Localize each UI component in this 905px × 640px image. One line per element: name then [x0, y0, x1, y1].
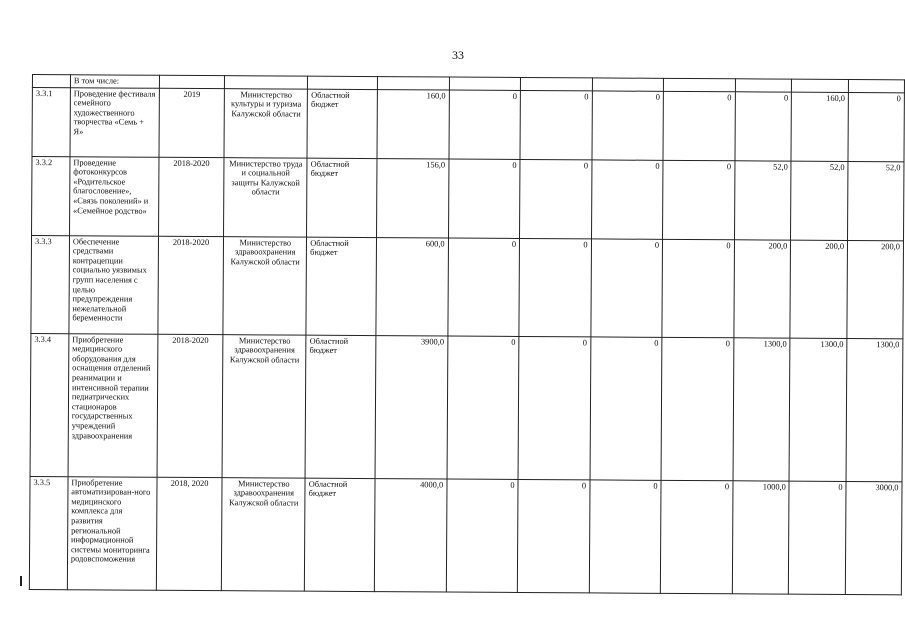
item-value: 200,0 [847, 240, 903, 338]
item-years: 2018, 2020 [156, 477, 222, 590]
item-value: 0 [517, 479, 589, 592]
item-value: 1300,0 [846, 338, 903, 481]
item-value: 160,0 [791, 92, 848, 161]
item-value: 0 [789, 481, 846, 594]
item-funding-source: Областной бюджет [307, 158, 377, 237]
item-funding-source: Областной бюджет [306, 237, 376, 335]
item-name: Проведение фестиваля семейного художественного творчества «Семь + Я» [70, 87, 159, 157]
table-row [30, 333, 903, 481]
table-cell [449, 77, 521, 90]
item-value: 1000,0 [732, 480, 789, 593]
table-row [32, 156, 904, 240]
item-value: 0 [661, 337, 733, 480]
table-cell [32, 75, 70, 88]
item-value: 156,0 [377, 158, 449, 237]
item-years: 2018-2020 [158, 157, 224, 236]
item-years: 2018-2020 [158, 236, 224, 334]
item-value: 0 [446, 479, 518, 592]
table-cell [592, 78, 664, 91]
page-number: 33 [452, 48, 464, 62]
item-value: 0 [520, 159, 592, 238]
table-cell [521, 77, 593, 90]
item-value: 600,0 [376, 237, 448, 335]
table-cell [849, 79, 905, 92]
item-value: 3000,0 [845, 481, 902, 594]
item-number: 3.3.5 [29, 476, 68, 589]
table-cell [308, 76, 378, 89]
item-value: 0 [662, 239, 734, 337]
item-value: 0 [735, 91, 792, 160]
table-row [32, 87, 904, 161]
item-value: 0 [518, 336, 590, 479]
item-number: 3.3.3 [31, 235, 69, 333]
item-value: 1300,0 [789, 338, 847, 481]
table-cell [735, 79, 792, 92]
table-cell [664, 78, 736, 91]
item-value: 0 [449, 90, 521, 159]
item-executor: Министерство здравоохранения Калужской области [222, 477, 306, 591]
item-value: 0 [448, 159, 520, 238]
budget-table [29, 74, 905, 595]
item-value: 52,0 [848, 161, 904, 240]
table-cell [377, 77, 449, 90]
item-funding-source: Областной бюджет [305, 335, 376, 478]
item-value: 0 [520, 90, 592, 159]
table-row [29, 476, 902, 594]
item-value: 0 [663, 160, 735, 239]
item-executor: Министерство культуры и туризма Калужской области [224, 88, 307, 158]
item-value: 0 [848, 92, 904, 161]
item-value: 0 [591, 160, 663, 239]
item-executor: Министерство труда и социальной защиты Калужской области [224, 157, 307, 237]
item-executor: Министерство здравоохранения Калужской области [223, 236, 306, 335]
item-years: 2018-2020 [157, 334, 224, 477]
item-value: 0 [590, 337, 662, 480]
item-value: 52,0 [734, 160, 791, 239]
table-row [31, 235, 904, 338]
item-value: 0 [660, 480, 732, 593]
item-value: 0 [592, 91, 664, 160]
item-value: 0 [589, 480, 661, 593]
item-name: Обеспечение средствами контрацепции социально уязвимых групп населения с целью предупреждения нежелательной беременности [69, 235, 158, 334]
item-number: 3.3.4 [30, 333, 69, 476]
item-funding-source: Областной бюджет [305, 478, 375, 591]
item-name: Проведение фотоконкурсов «Родительское благословение», «Связь поколений» и «Семейное родство» [69, 156, 158, 236]
table-cell [225, 76, 308, 89]
scan-mark [20, 576, 22, 586]
item-number: 3.3.2 [32, 156, 70, 235]
item-funding-source: Областной бюджет [307, 89, 377, 158]
section-label: В том числе: [70, 75, 159, 88]
item-value: 0 [591, 239, 663, 337]
item-name: Приобретение медицинского оборудования для оснащения отделений реанимации и интенсивной терапии педиатрических стационаров государственных учреждений здравоохранения [68, 333, 158, 477]
item-executor: Министерство здравоохранения Калужской области [222, 334, 306, 478]
item-value: 0 [519, 238, 591, 336]
item-years: 2019 [159, 88, 225, 157]
table-cell [159, 75, 225, 88]
table-cell [792, 79, 849, 92]
item-value: 0 [447, 336, 519, 479]
item-value: 160,0 [377, 89, 449, 158]
item-number: 3.3.1 [32, 87, 70, 156]
item-value: 3900,0 [375, 335, 448, 478]
item-value: 0 [448, 238, 520, 336]
item-value: 200,0 [790, 240, 847, 338]
item-value: 4000,0 [374, 478, 446, 591]
item-value: 200,0 [733, 239, 790, 337]
item-name: Приобретение автоматизирован-ного медицинского комплекса для развития региональной информационной системы мониторинга родовспоможения [67, 476, 157, 590]
item-value: 52,0 [791, 161, 848, 240]
item-value: 1300,0 [733, 337, 791, 480]
item-value: 0 [663, 91, 735, 160]
